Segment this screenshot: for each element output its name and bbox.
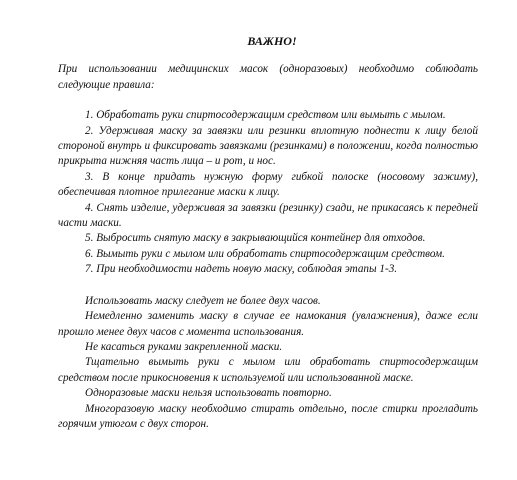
note-item: Одноразовые маски нельзя использовать повторно. [85, 387, 332, 400]
rule-item: 2. Удерживая маску за завязки или резинки вплотную поднести к лицу белой стороной внутрь и фиксировать завязками (резинками) в положении, когда полностью прикрыта нижняя часть лица – и рот, и нос. [58, 124, 478, 168]
rule-item: 3. В конце придать нужную форму гибкой полоске (носовому зажиму), обеспечивая плотное прилегание маски к лицу. [58, 170, 478, 199]
section-spacer [58, 278, 478, 294]
note-item: Немедленно заменить маску в случае ее намокания (увлажнения), даже если прошло менее двух часов с момента использования. [58, 310, 478, 338]
rule-item: 4. Снять изделие, удерживая за завязки (резинку) сзади, не прикасаясь к передней части маски. [58, 201, 478, 230]
note-item: Тщательно вымыть руки с мылом или обработать спиртосодержащим средством после прикосновения к используемой или использованной маске. [58, 356, 478, 384]
note-item: Не касаться руками закрепленной маски. [85, 340, 283, 353]
note-item: Многоразовую маску необходимо стирать отдельно, после стирки прогладить горячим утюгом с двух сторон. [58, 402, 478, 430]
rule-item: 5. Выбросить снятую маску в закрывающийся контейнер для отходов. [85, 232, 426, 245]
document-title: ВАЖНО! [247, 34, 297, 48]
document-page [58, 34, 478, 432]
rule-item: 1. Обработать руки спиртосодержащим средством или вымыть с мылом. [85, 109, 446, 122]
notes-list [58, 294, 478, 433]
note-item: Использовать маску следует не более двух часов. [85, 294, 321, 307]
rule-item: 6. Вымыть руки с мылом или обработать спиртосодержащим средством. [85, 247, 445, 260]
intro-paragraph: При использовании медицинских масок (одноразовых) необходимо соблюдать следующие правила: [58, 63, 478, 91]
rule-item: 7. При необходимости надеть новую маску, соблюдая этапы 1-3. [85, 263, 398, 276]
rules-list [58, 108, 478, 277]
